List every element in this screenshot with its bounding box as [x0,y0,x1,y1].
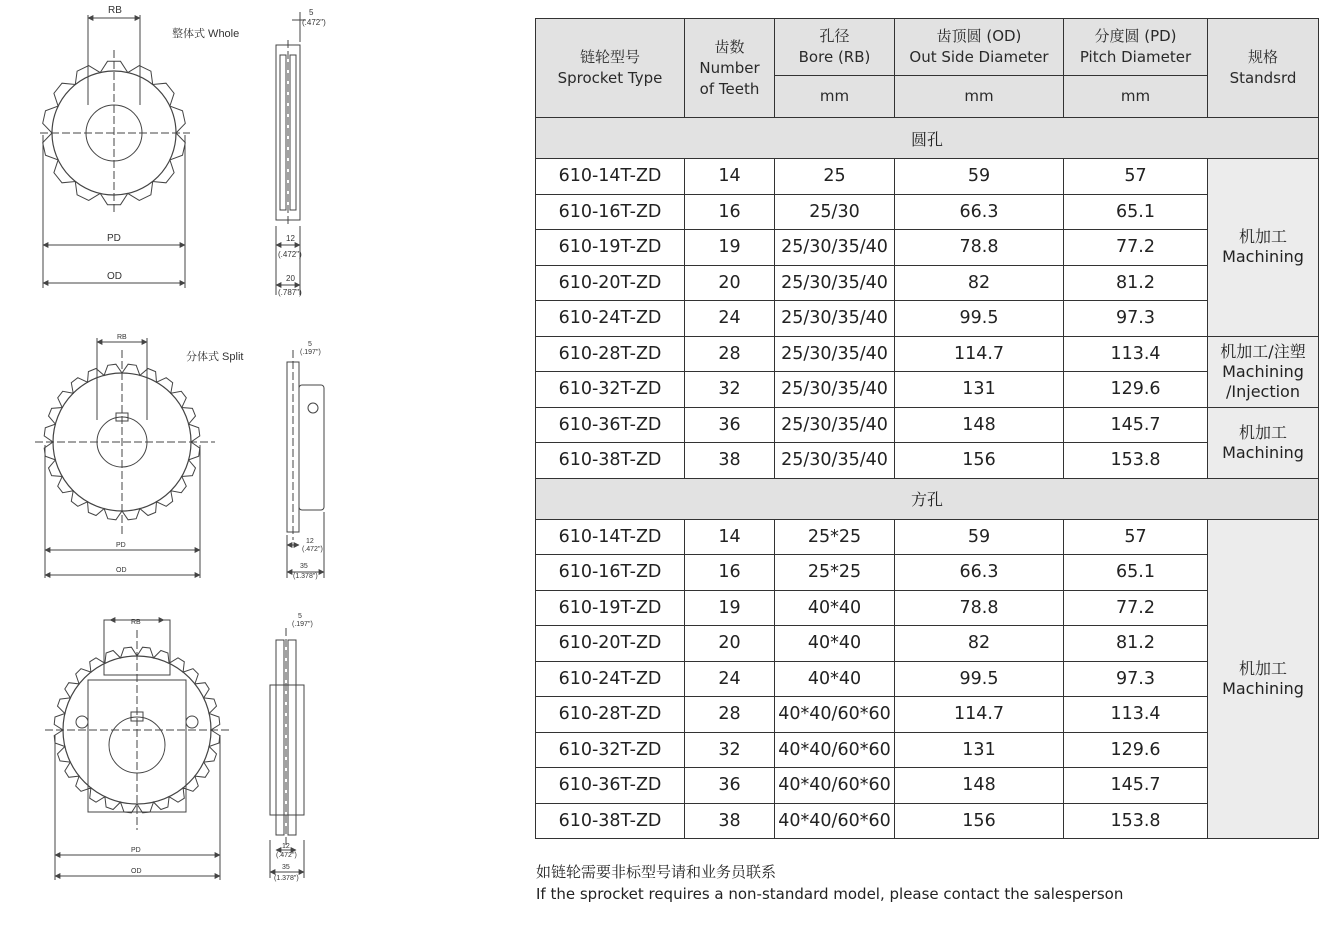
cell-bore: 25/30/35/40 [775,372,895,408]
cell-teeth: 28 [685,697,775,733]
cell-od: 82 [895,626,1064,662]
table-row [536,443,1319,479]
split-dim-12: 12 [306,538,314,545]
cell-bore: 40*40/60*60 [775,768,895,804]
cell-bore: 25/30/35/40 [775,265,895,301]
split-od-label: OD [116,567,127,574]
cell-od: 131 [895,732,1064,768]
table-row [536,265,1319,301]
split-caption: 分体式 Split [186,351,244,363]
cell-type: 610-24T-ZD [536,661,685,697]
cell-standard [1208,407,1319,478]
square-dim-35-in: (1.378") [274,875,299,882]
cell-type: 610-28T-ZD [536,697,685,733]
cell-teeth: 32 [685,372,775,408]
cell-bore: 40*40/60*60 [775,732,895,768]
header-od [895,19,1064,76]
cell-type: 610-19T-ZD [536,230,685,266]
table-row [536,194,1319,230]
header-bore-unit: mm [775,75,895,117]
cell-pd: 113.4 [1064,336,1208,372]
cell-pd: 97.3 [1064,661,1208,697]
header-od-unit: mm [895,75,1064,117]
split-sprocket-drawing [35,338,324,578]
table-row [536,661,1319,697]
cell-standard [1208,336,1319,407]
cell-pd: 145.7 [1064,768,1208,804]
std-en: Machining [1222,361,1304,381]
technical-drawings [0,0,520,950]
table-row [536,590,1319,626]
header-type-cn: 链轮型号 [579,48,640,66]
cell-bore: 25/30/35/40 [775,336,895,372]
square-pd-label: PD [131,847,141,854]
table-row [536,230,1319,266]
header-od-cn: 齿顶圆 (OD) [936,26,1022,45]
header-od-en: Out Side Diameter [909,47,1049,66]
cell-type: 610-38T-ZD [536,443,685,479]
cell-od: 99.5 [895,661,1064,697]
cell-pd: 65.1 [1064,194,1208,230]
cell-teeth: 38 [685,443,775,479]
std-en: Machining [1222,678,1304,698]
cell-type: 610-32T-ZD [536,732,685,768]
cell-teeth: 20 [685,626,775,662]
table-row [536,626,1319,662]
section-round-bore: 圆孔 [536,118,1319,159]
cell-teeth: 19 [685,590,775,626]
cell-pd: 97.3 [1064,301,1208,337]
table-row [536,159,1319,195]
cell-teeth: 36 [685,768,775,804]
cell-pd: 129.6 [1064,372,1208,408]
cell-teeth: 38 [685,803,775,839]
header-teeth-en1: Number [699,58,760,77]
header-bore-cn: 孔径 [819,26,850,45]
split-dim-35: 35 [300,563,308,570]
cell-bore: 25*25 [775,519,895,555]
cell-bore: 25*25 [775,555,895,591]
cell-od: 114.7 [895,697,1064,733]
cell-od: 59 [895,519,1064,555]
cell-teeth: 14 [685,159,775,195]
cell-pd: 113.4 [1064,697,1208,733]
cell-teeth: 28 [685,336,775,372]
cell-type: 610-16T-ZD [536,555,685,591]
square-dim-top: 5 [298,613,302,620]
cell-od: 131 [895,372,1064,408]
split-pd-label: PD [116,542,126,549]
cell-od: 66.3 [895,555,1064,591]
cell-pd: 153.8 [1064,443,1208,479]
cell-od: 82 [895,265,1064,301]
cell-type: 610-38T-ZD [536,803,685,839]
table-row [536,803,1319,839]
cell-od: 66.3 [895,194,1064,230]
header-pd [1064,19,1208,76]
cell-pd: 77.2 [1064,230,1208,266]
table-row [536,555,1319,591]
cell-od: 156 [895,803,1064,839]
header-pd-en: Pitch Diameter [1079,47,1192,66]
footnote-cn: 如链轮需要非标型号请和业务员联系 [536,863,777,881]
header-pd-unit: mm [1064,75,1208,117]
header-standard [1208,19,1319,118]
cell-bore: 40*40/60*60 [775,697,895,733]
cell-bore: 40*40 [775,590,895,626]
cell-bore: 25/30/35/40 [775,443,895,479]
header-teeth-en2: of Teeth [699,79,760,98]
cell-bore: 25/30/35/40 [775,230,895,266]
table-row [536,697,1319,733]
square-dim-35: 35 [282,864,290,871]
cell-od: 78.8 [895,230,1064,266]
whole-dim-top-in: (.472") [302,18,326,27]
table-row [536,301,1319,337]
whole-caption: 整体式 Whole [172,28,240,40]
cell-pd: 57 [1064,159,1208,195]
cell-teeth: 14 [685,519,775,555]
header-teeth-cn: 齿数 [714,37,745,56]
split-dim-top: 5 [308,341,312,348]
cell-pd: 81.2 [1064,626,1208,662]
section-square-bore: 方孔 [536,478,1319,519]
cell-od: 114.7 [895,336,1064,372]
sprocket-spec-table [535,18,1319,839]
std-en2: /Injection [1226,381,1300,401]
header-bore [775,19,895,76]
cell-teeth: 32 [685,732,775,768]
cell-bore: 25 [775,159,895,195]
whole-dim-20: 20 [286,274,295,283]
cell-teeth: 36 [685,407,775,443]
cell-od: 148 [895,768,1064,804]
cell-type: 610-14T-ZD [536,159,685,195]
cell-od: 59 [895,159,1064,195]
cell-od: 156 [895,443,1064,479]
std-en: Machining [1222,442,1304,462]
whole-pd-label: PD [107,233,121,244]
whole-rb-label: RB [108,5,122,16]
cell-standard [1208,159,1319,337]
cell-pd: 145.7 [1064,407,1208,443]
square-dim-12-in: (.472") [276,852,297,859]
split-dim-12-in: (.472") [302,546,323,553]
cell-pd: 81.2 [1064,265,1208,301]
cell-type: 610-24T-ZD [536,301,685,337]
cell-teeth: 16 [685,555,775,591]
table-row [536,336,1319,372]
cell-type: 610-28T-ZD [536,336,685,372]
header-sprocket-type [536,19,685,118]
cell-bore: 40*40/60*60 [775,803,895,839]
cell-bore: 40*40 [775,661,895,697]
whole-dim-12-in: (.472") [278,250,302,259]
whole-sprocket-drawing [40,12,306,295]
cell-bore: 25/30/35/40 [775,407,895,443]
table-row [536,732,1319,768]
square-dim-12: 12 [282,843,290,850]
header-std-en: Standsrd [1229,69,1297,87]
cell-standard [1208,519,1319,839]
cell-type: 610-36T-ZD [536,407,685,443]
split-dim-35-in: (1.378") [293,573,318,580]
std-cn: 机加工 [1238,422,1287,442]
cell-teeth: 24 [685,301,775,337]
cell-pd: 57 [1064,519,1208,555]
whole-od-label: OD [107,271,122,282]
cell-type: 610-36T-ZD [536,768,685,804]
std-cn: 机加工/注塑 [1220,341,1306,361]
split-rb-label: RB [117,334,127,341]
cell-pd: 153.8 [1064,803,1208,839]
std-en: Machining [1222,247,1304,267]
header-type-en: Sprocket Type [557,69,663,87]
table-row [536,768,1319,804]
split-dim-top-in: (.197") [300,349,321,356]
cell-pd: 77.2 [1064,590,1208,626]
cell-bore: 25/30 [775,194,895,230]
footnote [536,861,1123,905]
footnote-en: If the sprocket requires a non-standard model, please contact the salesperson [536,885,1124,903]
square-rb-label: RB [131,619,141,626]
whole-dim-20-in: (.787") [278,288,302,297]
cell-type: 610-16T-ZD [536,194,685,230]
square-od-label: OD [131,868,142,875]
cell-teeth: 19 [685,230,775,266]
header-bore-en: Bore (RB) [798,47,871,66]
whole-dim-top: 5 [309,8,314,17]
table-row [536,372,1319,408]
square-sprocket-drawing [45,620,304,880]
cell-teeth: 16 [685,194,775,230]
cell-type: 610-20T-ZD [536,265,685,301]
header-std-cn: 规格 [1247,48,1278,66]
cell-teeth: 24 [685,661,775,697]
whole-dim-12: 12 [286,234,295,243]
cell-pd: 129.6 [1064,732,1208,768]
cell-bore: 40*40 [775,626,895,662]
square-dim-top-in: (.197") [292,621,313,628]
cell-od: 99.5 [895,301,1064,337]
cell-type: 610-14T-ZD [536,519,685,555]
cell-bore: 25/30/35/40 [775,301,895,337]
table-row [536,407,1319,443]
header-pd-cn: 分度圆 (PD) [1094,26,1177,45]
cell-teeth: 20 [685,265,775,301]
cell-od: 78.8 [895,590,1064,626]
cell-od: 148 [895,407,1064,443]
std-cn: 机加工 [1238,658,1287,678]
cell-pd: 65.1 [1064,555,1208,591]
table-row [536,519,1319,555]
header-teeth [685,19,775,118]
cell-type: 610-19T-ZD [536,590,685,626]
std-cn: 机加工 [1238,227,1287,247]
cell-type: 610-32T-ZD [536,372,685,408]
cell-type: 610-20T-ZD [536,626,685,662]
